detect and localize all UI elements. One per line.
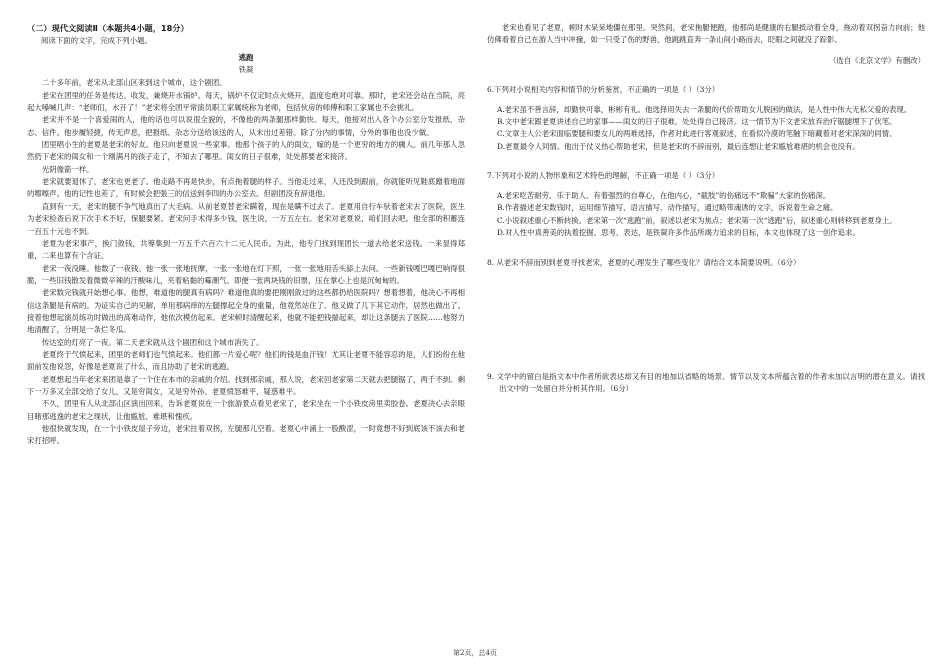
article-paragraph: 光阴像箭一样。 <box>41 164 94 174</box>
question-7 <box>487 170 925 239</box>
question-9-stem: 9. 文学中的留白是指文本中作者所欲表达却又有目的地加以省略的场景、情节以及文本所蕴含着的作者未加以言明的潜在意义。请找出文中的一处留白并分析其作用。（6分） <box>487 371 925 393</box>
question-6-option-a: A.老宋虽不善言辞，却勤快可靠，彬彬有礼。他选择用失去一条腿的代价帮助女儿脱困的做法，是人性中伟大无私父爱的表现。 <box>497 104 912 114</box>
article-paragraph: 传达室的灯亮了一夜。第二天老宋就从这个剧团和这个城市消失了。 <box>41 337 264 347</box>
article-paragraph: 老夏想起当年老宋来团是靠了一个住在本市的亲戚的介绍。找到那亲戚，那人说，老宋回老家第二天就去把腿锯了，两千不到。剩下一万多又全部交给了女儿，又是穷闺女，又是穷外孙。老夏愤怒难平，疑惑难平。 <box>27 374 465 396</box>
question-6 <box>487 84 925 153</box>
question-6-option-b: B.文中老宋跟老夏讲述自己的家事——闺女的日子很难，处处得自己接济。这一情节为下文老宋放弃治疗锯腿埋下了伏笔。 <box>497 117 897 127</box>
left-column <box>27 22 465 448</box>
article-paragraph: 团里唱小生的老夏是老宋的好友。他只向老夏说一些家事。他那个孩子的人的闺女，嫁的是一个更穷的地方的瘸人。前几年那人忽然扔下老宋的闺女和一个刚满月的孩子走了，不知去了哪里。闺女的日子很难，处处都要老宋接济。 <box>27 140 465 162</box>
article-paragraph: 二十多年前，老宋从北部山区来到这个城市，这个剧团。 <box>41 78 227 88</box>
article-paragraph: 直到有一天，老宋的腿不争气地真出了大毛病。从前老夏替老宋瞒着，现在是瞒不过去了。老夏用自行车驮着老宋去了医院，医生为老宋检查后说下次手术不好，保腿要紧。老宋问手术得多少钱，医生说，一万五左右。老宋对老夏说，咱们回去吧。他全部的积蓄连一百五十元也不到。 <box>27 201 465 236</box>
article-paragraph: 老宋一夜没睡。他数了一夜钱。他一张一张地抚摩，一张一张地在灯下照，一张一张地用舌头舔上去问。一些新钱嘎巴嘎巴响得很脆，一些旧钱散发着微微辛辣的汗酸味儿，夹着粘黏的霉潮气。即便一张两块钱的旧票，压在掌心上也是沉甸甸的。 <box>27 263 465 285</box>
article-paragraph: 老宋也看见了老夏，顿时木呆呆地僵在那里。突然间，老宋拖腿便跑，他那尚是健康的右腿抵动着全身，拖动着双拐奋力向前；他仿佛看着自己在游人当中冲撞，如一只受了伤的野兽，他跳跳直奔一条山间小路而去，眨眼之间就没了踪影。 <box>487 23 925 45</box>
article-paragraph: 老宋并不是一个喜爱闹的人，他的话也可以说很全貌的，不像他的两条腿那样勤快。每天，他接对出入各个办公室分发报纸、杂志、信件。他步履轻捷，传无声息，把报纸、杂志分送给该送的人，从未出过差错。除了分内的事情，分外的事他也没少做。 <box>27 115 465 137</box>
question-7-option-d: D.对人性中真善美的执着挖掘、思考、表达，是铁凝许多作品所竭力追求的目标，本文也体现了这一创作追求。 <box>497 227 860 237</box>
question-7-stem: 7.下列对小说的人物形象和艺术特色的理解，不正确一项是（ ）（3分） <box>487 171 720 181</box>
page-footer: 第2页，总4页 <box>453 649 497 657</box>
article-paragraph: 老宋数完钱就开始想心事。他想，难道他的腿真有病吗？难道他真的要把刚刚敛过的这些都扔给医院吗？想着想着，他决心不再相信这条腿是有病的。为证实自己的见解，单用那病痒的左腿撑起全身的重量，他竟然站住了。他又做了几下其它动作，居然也做出了。接着他想起演员练功时做出的高难动作，他依次模仿起来。老宋顿时清醒起来，他就不能把钱揣起来，却让这条腿去了医院……他努力地清醒了，分明是一条烂冬瓜。 <box>27 288 465 335</box>
question-6-option-c: C.文章主人公老宋面临要腿和要女儿的两难选择，作者对此进行客观叙述，在看似冷漠的笔触下暗藏着对老宋深深的同情。 <box>497 129 897 139</box>
question-8 <box>487 257 925 269</box>
article-title: 逃跑 <box>238 52 254 62</box>
question-7-option-a: A.老宋吃苦耐劳、乐于助人、有着强烈的自尊心，在他内心，“截肢”的伤痛远不“欺骗”大家的伤痛深。 <box>497 190 831 200</box>
article-paragraph: 老宋就要退休了，老宋也更老了。他走路不再是快步，有点拖着腿的样子。当他走过来，人还没到跟前，你就能听见鞋底蹭着地面的嚓嚓声。他的记性也差了，有时候会把張三的信送到李四的办公室去。但剧团没有辞退他。 <box>27 177 465 199</box>
question-8-stem: 8. 从老宋不辞而别到老夏寻找老宋，老夏的心理发生了哪些变化？请结合文本简要说明。（6分） <box>487 258 801 268</box>
article-paragraph: 老夏为老宋事产，换门敛钱，共筹集到一万五千六百六十二元人民币。为此，他专门找到现团长一道去给老宋送钱。一来显得郑重，二来也算有个含证。 <box>27 238 465 261</box>
section-title: （二）现代文阅读Ⅱ（本题共4小题，18分） <box>27 23 189 33</box>
article-source: （选自《北京文学》有删改） <box>828 55 925 65</box>
question-7-option-b: B.作者描述老宋数钱时，运用细节描写、语言描写、动作描写，通过略带魂诱的文字，诉说着生命之痛。 <box>497 203 838 213</box>
article-paragraph: 老宋在团里的任务是传达、收发，兼烧开水锅炉。每天，锅炉不仅定时点火烧开，温度也绝对可靠。那时，老宋还会站在当院，亮起大嗓喊几声：“老师们，水开了！”老宋将全团平常演员职工家属统称为老师，包括伙房的师傅和职工家属也不会挑礼。 <box>27 90 465 113</box>
article-paragraph: 老夏终于气愤起来，团里的老师们也气愤起来。他们都一片爱心呢？他们的钱是血汗钱！尤其让老夏不能容忍的是，人们纷纷在他面前发他说怨，好像是老夏说了什么，而且协助了老宋的逃跑。 <box>27 349 465 372</box>
question-7-option-c: C.小说叙述重心不断转换。老宋第一次“逃跑”前，叙述以老宋为焦点；老宋第一次“逃跑”后，叙述重心则转移到老夏身上。 <box>497 215 897 225</box>
question-6-option-d: D.老夏最令人同情。他出于仗义热心帮助老宋，但是老宋的不辞而别，最后连想让老宋尴尬难堪的机会也没有。 <box>497 141 860 151</box>
right-column <box>487 22 925 403</box>
article-paragraph: 不久，团里有人从北部山区演出回来，告诉老夏说在一个旅游景点看见老宋了，老宋坐在一个小铁皮房里卖胶卷。老夏决心去亲眼目睹那逃逸的老宋之现状，让他尴尬、难堪和愧疚。 <box>27 399 465 421</box>
article-author: 铁凝 <box>238 65 254 75</box>
question-9 <box>487 371 925 396</box>
article-paragraph: 他很快就发现，在一个小铁皮屋子旁边，老宋拄着双拐，左腿那儿空着。老夏心中涌上一股酸涩，一时竟想不好到底该不该去和老宋打招呼。 <box>27 424 465 446</box>
question-6-stem: 6.下列对小说相关内容和情节的分析鉴赏，不正确的一项是（ ）（3分） <box>487 85 720 95</box>
reading-instruction: 阅读下面的文字，完成下列小题。 <box>41 36 152 46</box>
